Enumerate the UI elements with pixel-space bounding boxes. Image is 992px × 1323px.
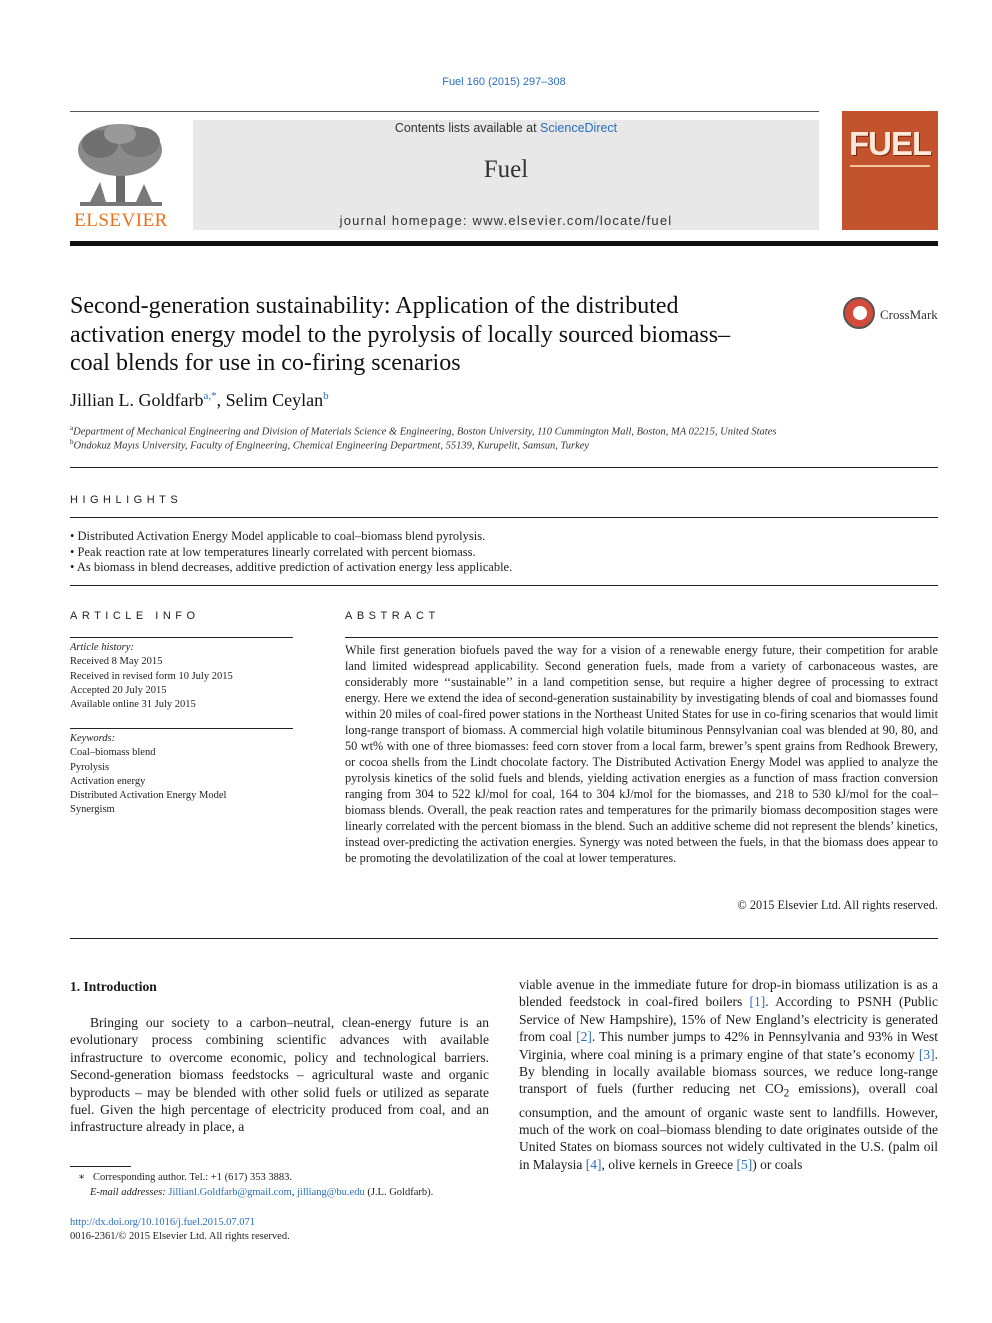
- contents-line: [193, 121, 819, 135]
- history-label: Article history:: [70, 642, 134, 653]
- list-item: Received in revised form 10 July 2015: [70, 670, 233, 682]
- author-name[interactable]: Selim Ceylan: [225, 390, 324, 410]
- abstract-text: While first generation biofuels paved the way for a vision of a renewable energy future, their competition for arable land limited widespread applicability. Second generation fuels, made from a variety of carbonaceous wastes, are considerably more ‘‘sustainable’’ in a land competition sense, but require a higher degree of processing to extract energy. Here we extend the idea of second-generation sustainability by investigating blends of coal and biomasses found within 20 miles of coal-fired power stations in the Northeast United States for use in co-firing scenarios that would limit long-range transport of biomass. A commercial high volatile bituminous Pennsylvanian coal was blended at 90, 80, and 50 wt% with one of three biomasses: feed corn stover from a local farm, brewer’s spent grains from Redhook Brewery, or cocoa shells from the Lindt chocolate factory. The Distributed Activation Energy Model was applied to analyze the pyrolysis kinetics of the solid fuels and blends, yielding activation energies as a function of mass fraction conversion ranging from 304 to 522 kJ/mol for coal, 164 to 304 kJ/mol for the biomasses, and 218 to 530 kJ/mol for the coal–biomass blends. Overall, the peak reaction rates and temperatures for the primarily biomass decomposition stages were linearly correlated with the percent biomass in the blend. Such an additive scheme did not represent the blends’ kinetics, instead over-predicting the activation energies. Synergy was noted between the fuels, in that the biomass does appear to be promoting the devolatilization of the coal at lower temperatures.: [345, 643, 938, 865]
- list-item: Activation energy: [70, 775, 146, 787]
- doi-link[interactable]: http://dx.doi.org/10.1016/j.fuel.2015.07.071: [70, 1217, 256, 1228]
- email-suffix: (J.L. Goldfarb).: [367, 1187, 434, 1198]
- reference-link[interactable]: [2]: [576, 1029, 592, 1045]
- affiliation-a: [70, 424, 776, 438]
- crossmark-badge[interactable]: [843, 297, 943, 337]
- author-list: Jillian L. Goldfarb$^{a,*}$, Selim Ceylan$^b$: [70, 390, 329, 410]
- list-item: Coal–biomass blend: [70, 747, 156, 759]
- keywords: [70, 732, 293, 818]
- elsevier-wordmark: ELSEVIER: [74, 210, 168, 231]
- abstract-rule: [345, 637, 938, 638]
- list-item: Distributed Activation Energy Model: [70, 790, 227, 802]
- issn-line: 0016-2361/© 2015 Elsevier Ltd. All rights reserved.: [70, 1231, 290, 1242]
- info-rule: [70, 637, 293, 638]
- affiliation-mark: b: [70, 438, 74, 446]
- elsevier-logo: [70, 120, 172, 232]
- affiliation-text: Ondokuz Mayıs University, Faculty of Engineering, Chemical Engineering Department, 55139, Kurupelit, Samsun, Turkey: [73, 440, 590, 452]
- reference-link[interactable]: [1]: [749, 994, 766, 1010]
- article-title: Second-generation sustainability: Application of the distributed activation energy model to the pyrolysis of locally sourced biomass–coal blends for use in co-firing scenarios: [70, 293, 731, 376]
- list-item: Received 8 May 2015: [70, 656, 163, 668]
- author-marks[interactable]: a,*: [203, 390, 217, 402]
- footnote-rule: [70, 1166, 131, 1167]
- list-item: Pyrolysis: [70, 761, 110, 773]
- journal-citation[interactable]: Fuel 160 (2015) 297–308: [442, 76, 566, 88]
- email-link[interactable]: jilliang@bu.edu: [297, 1187, 365, 1198]
- list-item: Accepted 20 July 2015: [70, 684, 167, 696]
- affiliation-b: [70, 438, 589, 452]
- list-item: Available online 31 July 2015: [70, 699, 196, 711]
- reference-link[interactable]: [4]: [585, 1156, 602, 1172]
- author-name[interactable]: Jillian L. Goldfarb: [70, 390, 204, 410]
- abstract-copyright: © 2015 Elsevier Ltd. All rights reserved.: [737, 898, 938, 912]
- affiliation-mark: a: [70, 424, 74, 432]
- tree-icon: [70, 120, 172, 210]
- cover-rule: [850, 165, 930, 167]
- contents-prefix: Contents lists available at: [394, 121, 541, 135]
- body-paragraph: Bringing our society to a carbon–neutral, clean-energy future is an evolutionary process combining scientific advances with available infrastructure to overcome economic, policy and technological barriers. Second-generation biomass feedstocks – agricultural waste and organic byproducts – may be blended with other solid fuels or utilized as separate fuel. Given the high percentage of electricity produced from coal, and an infrastructure already in place, a: [70, 1015, 489, 1135]
- list-item: • As biomass in blend decreases, additive prediction of activation energy less applicable.: [70, 560, 513, 574]
- corresponding-footnote: ∗ Corresponding author. Tel.: +1 (617) 353 3883.: [78, 1172, 292, 1183]
- journal-homepage[interactable]: journal homepage: www.elsevier.com/locate/fuel: [339, 213, 673, 228]
- crossmark-label: CrossMark: [880, 307, 938, 322]
- divider: [70, 467, 938, 468]
- list-item: • Peak reaction rate at low temperatures linearly correlated with percent biomass.: [70, 544, 476, 559]
- abstract-heading: ABSTRACT: [345, 610, 440, 622]
- divider: [70, 938, 938, 939]
- sciencedirect-link[interactable]: ScienceDirect: [540, 121, 618, 135]
- crossmark-icon: [843, 297, 875, 329]
- highlights-list: [70, 529, 938, 576]
- header-thick-rule: [70, 241, 938, 246]
- journal-name: Fuel: [483, 156, 529, 183]
- keywords-label: Keywords:: [70, 733, 116, 744]
- highlights-heading: HIGHLIGHTS: [70, 494, 183, 506]
- asterisk-icon: ∗: [78, 1172, 86, 1183]
- email-footnote: E-mail addresses: Jillianl.Goldfarb@gmail.com, jilliang@bu.edu (J.L. Goldfarb).: [90, 1187, 434, 1198]
- section-heading: 1. Introduction: [70, 979, 157, 994]
- info-rule: [70, 728, 293, 729]
- divider: [70, 585, 938, 586]
- article-info-heading: ARTICLE INFO: [70, 610, 200, 622]
- list-item: • Distributed Activation Energy Model applicable to coal–biomass blend pyrolysis.: [70, 529, 486, 543]
- author-marks[interactable]: b: [323, 390, 329, 402]
- reference-link[interactable]: [5]: [736, 1156, 753, 1172]
- list-item: Synergism: [70, 804, 115, 816]
- body-paragraph-right: viable avenue in the immediate future for drop-in biomass utilization is as a blended feedstock in coal-fired boilers [1]. According to PSNH (Public Service of New Hampshire), 15% of New England’s electricity is generated from coal [2]. This number jumps to 42% in Pennsylvania and 93% in West Virginia, where coal mining is a primary engine of that state’s economy [3]. By blending in locally available biomass sources, we reduce long-range transport of fuels (further reducing net $CO_2$ emissions), overall coal consumption, and the amount of organic waste sent to landfills. However, much of the work on coal–biomass blending to date originates outside of the United States on biomass sources not widely cultivated in the U.S. (palm oil in Malaysia [4], olive kernels in Greece [5]) or coals: [519, 977, 938, 1172]
- email-link[interactable]: Jillianl.Goldfarb@gmail.com: [168, 1187, 292, 1198]
- header-rule: [70, 111, 819, 112]
- email-label: E-mail addresses:: [90, 1187, 166, 1198]
- cover-title: FUEL: [849, 125, 932, 162]
- divider: [70, 517, 938, 518]
- article-history: [70, 641, 293, 712]
- journal-cover: [842, 111, 938, 230]
- affiliation-text: Department of Mechanical Engineering and Division of Materials Science & Engineering, Boston University, 110 Cummington Mall, Boston, MA 02215, United States: [73, 426, 777, 438]
- reference-link[interactable]: [3]: [918, 1046, 935, 1062]
